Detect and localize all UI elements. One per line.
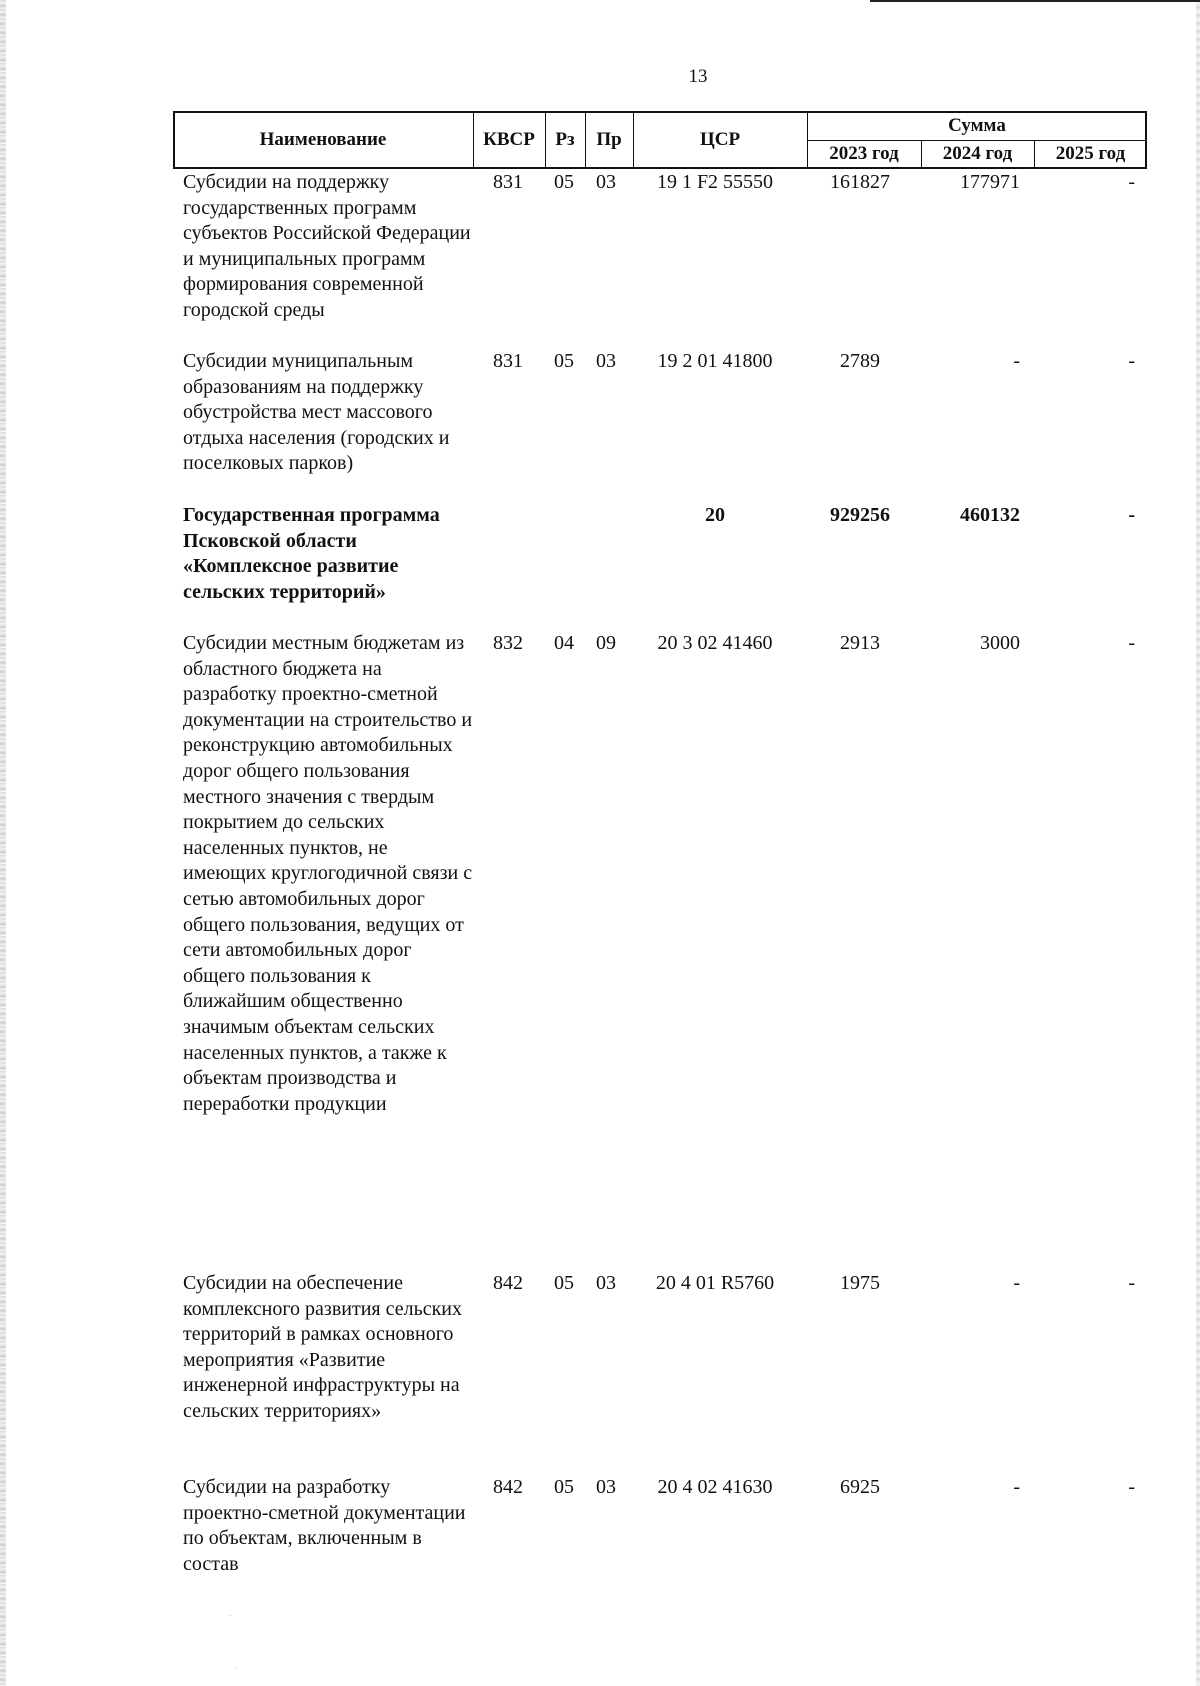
row-pr: 03 [596,350,616,372]
header-csr: ЦСР [699,129,741,150]
row-sum-2023: 2789 [840,350,880,372]
header-rz: Рз [555,129,575,150]
row-sum-2025: - [1128,504,1135,526]
row-kvsr: 842 [493,1272,523,1294]
row-sum-2024: - [1013,350,1020,372]
row-sum-2025: - [1128,1476,1135,1498]
row-csr: 20 3 02 41460 [657,632,773,654]
row-sum-2023: 1975 [840,1272,880,1294]
row-rz: 05 [554,1476,574,1498]
row-pr: 03 [596,1476,616,1498]
header-name: Наименование [259,129,387,150]
row-kvsr: 842 [493,1476,523,1498]
header-sum: Сумма [948,114,1006,136]
row-sum-2025: - [1128,632,1135,654]
header-2024: 2024 год [942,142,1013,164]
row-sum-2023: 6925 [840,1476,880,1498]
row-csr: 20 [705,504,725,526]
header-2025: 2025 год [1055,142,1126,164]
row-name: Субсидии на поддержку государственных программ субъектов Российской Федерации и муниципальных программ формирования современной городской среды [183,171,471,321]
header-2023: 2023 год [829,142,899,164]
row-name: Субсидии местным бюджетам из областного бюджета на разработку проектно-сметной документации на строительство и реконструкцию автомобильных дорог общего пользования местного значения с твердым покрытием до сельских населенных пунктов, не имеющих круглогодичной связи с сетью автомобильных дорог общего пользования, ведущих от сети автомобильных дорог общего пользования к ближайшим общественно значимым объектам сельских населенных пунктов, а также к объектам производства и переработки продукции [183,632,473,1115]
scan-speck [235,1668,236,1669]
row-name: Субсидии на разработку проектно-сметной документации по объектам, включенным в состав [183,1476,466,1575]
row-sum-2025: - [1128,1272,1135,1294]
row-pr: 03 [596,171,616,193]
row-name: Государственная программа Псковской области «Комплексное развитие сельских территорий» [183,504,440,603]
row-rz: 04 [554,632,574,654]
row-pr: 03 [596,1272,616,1294]
row-rz: 05 [554,350,574,372]
row-name: Субсидии на обеспечение комплексного развития сельских территорий в рамках основного мероприятия «Развитие инженерной инфраструктуры на сельских территориях» [183,1272,463,1422]
row-sum-2024: 3000 [980,632,1020,654]
row-kvsr: 832 [493,632,523,654]
row-rz: 05 [554,171,574,193]
page-number: 13 [688,66,708,87]
scan-speck [230,1615,231,1616]
header-pr: Пр [596,129,622,150]
header-kvsr: КВСР [483,129,535,150]
row-pr: 09 [596,632,616,654]
row-csr: 20 4 01 R5760 [655,1272,775,1294]
row-sum-2024: - [1013,1476,1020,1498]
row-sum-2024: - [1013,1272,1020,1294]
row-kvsr: 831 [493,171,523,193]
row-csr: 20 4 02 41630 [657,1476,773,1498]
row-sum-2024: 177971 [960,171,1020,193]
row-sum-2025: - [1128,171,1135,193]
row-sum-2023: 929256 [830,504,890,526]
row-rz: 05 [554,1272,574,1294]
row-sum-2025: - [1128,350,1135,372]
row-name: Субсидии муниципальным образованиям на поддержку обустройства мест массового отдыха населения (городских и поселковых парков) [183,350,450,475]
row-csr: 19 1 F2 55550 [656,171,774,193]
row-csr: 19 2 01 41800 [657,350,773,372]
row-sum-2024: 460132 [960,504,1020,526]
row-sum-2023: 2913 [840,632,880,654]
row-kvsr: 831 [493,350,523,372]
row-sum-2023: 161827 [830,171,890,193]
